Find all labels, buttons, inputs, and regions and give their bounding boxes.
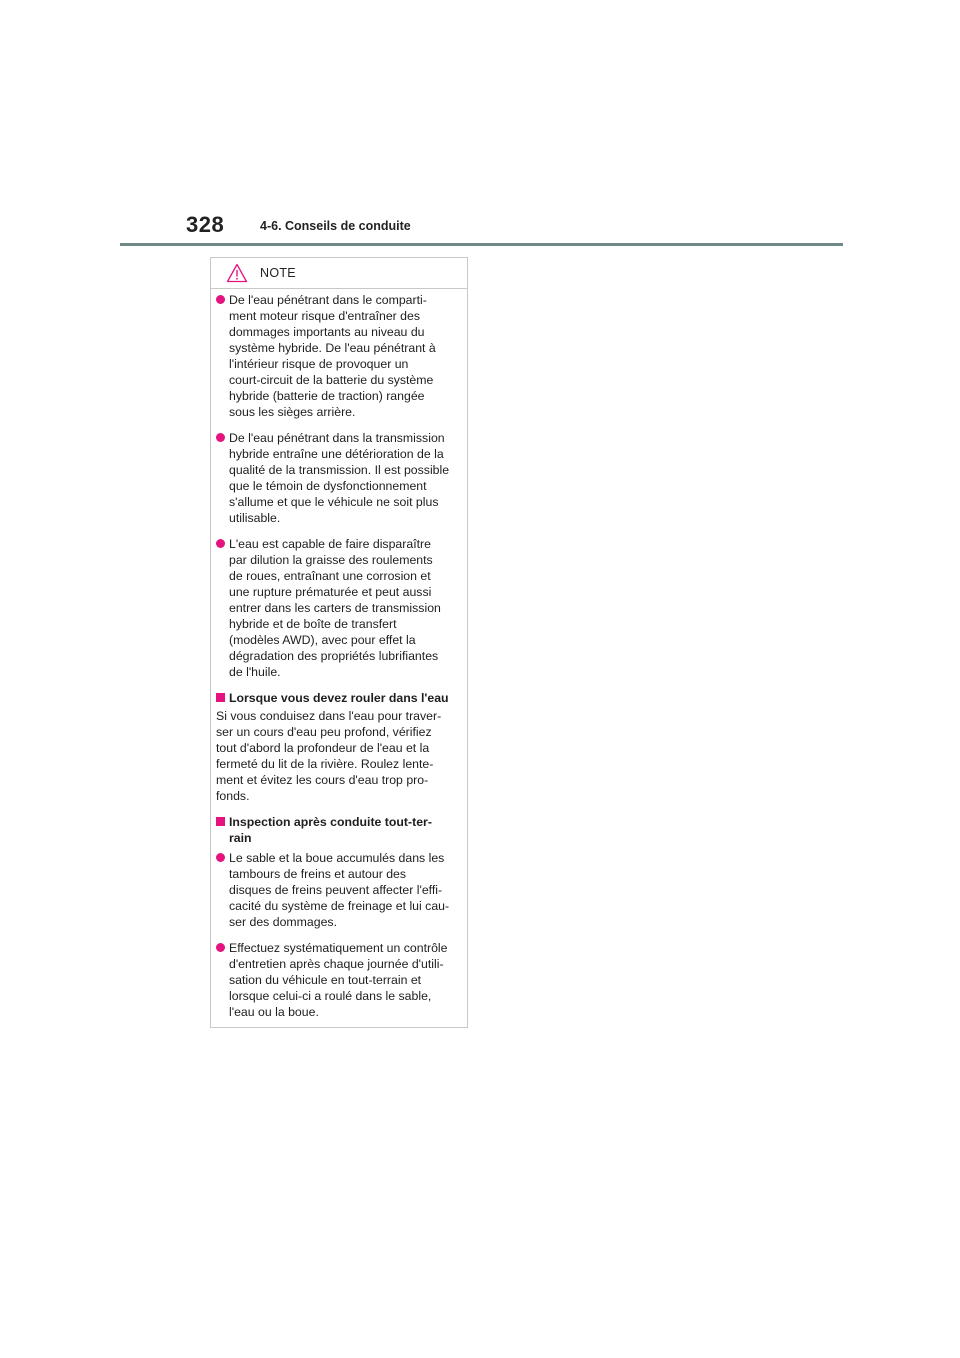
bullet-line: d'entretien après chaque journée d'utili- [229,957,444,971]
bullet-line: sous les sièges arrière. [229,405,356,419]
bullet-line: disques de freins peuvent affecter l'effi- [229,883,443,897]
subheading-line: rain [229,831,252,845]
paragraph-line: Si vous conduisez dans l'eau pour traver- [216,709,442,723]
bullet-line: une rupture prématurée et peut aussi [229,585,432,599]
bullet-line: cacité du système de freinage et lui cau- [229,899,450,913]
note-bullet [216,940,464,1020]
bullet-line: L'eau est capable de faire disparaître [229,537,431,551]
paragraph-line: tout d'abord la profondeur de l'eau et la [216,741,430,755]
subheading-line: Inspection après conduite tout-ter- [229,815,432,829]
bullet-line: entrer dans les carters de transmission [229,601,441,615]
paragraph-line: fonds. [216,789,250,803]
bullet-line: dégradation des propriétés lubrifiantes [229,649,439,663]
bullet-line: tambours de freins et autour des [229,867,407,881]
bullet-line: système hybride. De l'eau pénétrant à [229,341,436,355]
subheading-inspection [216,814,464,846]
paragraph-line: fermeté du lit de la rivière. Roulez lente- [216,757,434,771]
bullet-dot-icon [216,853,225,862]
bullet-line: qualité de la transmission. Il est possible [229,463,450,477]
bullet-line: hybride et de boîte de transfert [229,617,397,631]
bullet-line: de roues, entraînant une corrosion et [229,569,431,583]
bullet-dot-icon [216,943,225,952]
paragraph-line: ment et évitez les cours d'eau trop pro- [216,773,429,787]
bullet-line: court-circuit de la batterie du système [229,373,434,387]
bullet-line: sation du véhicule en tout-terrain et [229,973,422,987]
note-bullet [216,292,464,420]
bullet-dot-icon [216,295,225,304]
note-content [216,292,464,1030]
bullet-line: l'eau ou la boue. [229,1005,319,1019]
header-divider [120,243,843,246]
square-bullet-icon [216,693,225,702]
bullet-line: ment moteur risque d'entraîner des [229,309,420,323]
bullet-line: De l'eau pénétrant dans le comparti- [229,293,427,307]
bullet-dot-icon [216,539,225,548]
bullet-line: Effectuez systématiquement un contrôle [229,941,448,955]
page-number: 328 [186,212,225,237]
bullet-line: lorsque celui-ci a roulé dans le sable, [229,989,432,1003]
warning-triangle-icon [226,263,248,283]
bullet-line: (modèles AWD), avec pour effet la [229,633,416,647]
section-title: 4-6. Conseils de conduite [260,219,411,233]
square-bullet-icon [216,817,225,826]
subheading-water [216,690,464,706]
bullet-line: hybride (batterie de traction) rangée [229,389,425,403]
subheading-line: Lorsque vous devez rouler dans l'eau [229,691,449,705]
note-label: NOTE [260,266,296,280]
bullet-line: s'allume et que le véhicule ne soit plus [229,495,439,509]
note-bullet [216,430,464,526]
bullet-line: l'intérieur risque de provoquer un [229,357,409,371]
bullet-line: que le témoin de dysfonctionnement [229,479,427,493]
bullet-dot-icon [216,433,225,442]
bullet-line: dommages importants au niveau du [229,325,425,339]
bullet-line: De l'eau pénétrant dans la transmission [229,431,445,445]
bullet-line: hybride entraîne une détérioration de la [229,447,444,461]
note-bullet [216,850,464,930]
bullet-line: par dilution la graisse des roulements [229,553,433,567]
bullet-line: utilisable. [229,511,281,525]
paragraph-line: ser un cours d'eau peu profond, vérifiez [216,725,432,739]
bullet-line: ser des dommages. [229,915,337,929]
bullet-line: de l'huile. [229,665,281,679]
note-header [211,258,467,289]
note-bullet [216,536,464,680]
bullet-line: Le sable et la boue accumulés dans les [229,851,445,865]
paragraph-water [216,708,464,804]
